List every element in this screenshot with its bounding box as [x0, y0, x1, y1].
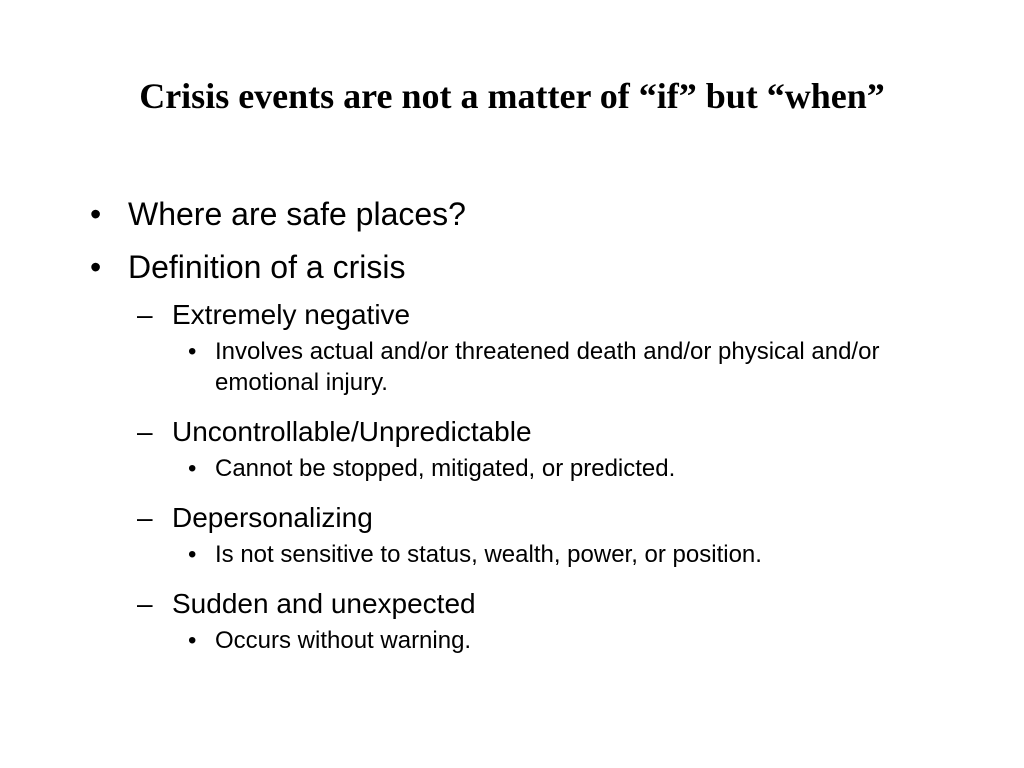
dash-icon: –: [137, 588, 153, 619]
bullet-dot-icon: •: [188, 541, 197, 568]
detail-bullet-item: [84, 453, 944, 484]
slide-title: Crisis events are not a matter of “if” but “when”: [139, 76, 885, 116]
detail-text: Involves actual and/or threatened death and/or physical and/or emotional injury.: [215, 338, 880, 396]
sub-bullet-item: [84, 585, 944, 623]
bullet-dot-icon: •: [188, 627, 197, 654]
bullet-dot-icon: •: [90, 249, 102, 285]
dash-icon: –: [137, 299, 153, 330]
bullet-item: [84, 190, 944, 238]
bullet-list: [84, 190, 944, 671]
bullet-dot-icon: •: [188, 455, 197, 482]
detail-bullet-item: [84, 625, 944, 656]
bullet-dot-icon: •: [188, 338, 197, 365]
sub-bullet-item: [84, 296, 944, 334]
detail-text: Cannot be stopped, mitigated, or predicted.: [215, 455, 676, 482]
bullet-text: Definition of a crisis: [128, 249, 406, 285]
dash-icon: –: [137, 502, 153, 533]
sub-bullet-text: Depersonalizing: [172, 502, 373, 533]
bullet-dot-icon: •: [90, 196, 102, 232]
dash-icon: –: [137, 416, 153, 447]
detail-text: Is not sensitive to status, wealth, power, or position.: [215, 541, 762, 568]
detail-text: Occurs without warning.: [215, 627, 472, 654]
sub-bullet-item: [84, 413, 944, 451]
bullet-text: Where are safe places?: [128, 196, 466, 232]
detail-bullet-item: [84, 336, 944, 398]
sub-bullet-text: Extremely negative: [172, 299, 411, 330]
sub-bullet-text: Uncontrollable/Unpredictable: [172, 416, 532, 447]
sub-bullet-text: Sudden and unexpected: [172, 588, 476, 619]
detail-bullet-item: [84, 539, 944, 570]
sub-bullet-item: [84, 499, 944, 537]
bullet-item: [84, 243, 944, 291]
